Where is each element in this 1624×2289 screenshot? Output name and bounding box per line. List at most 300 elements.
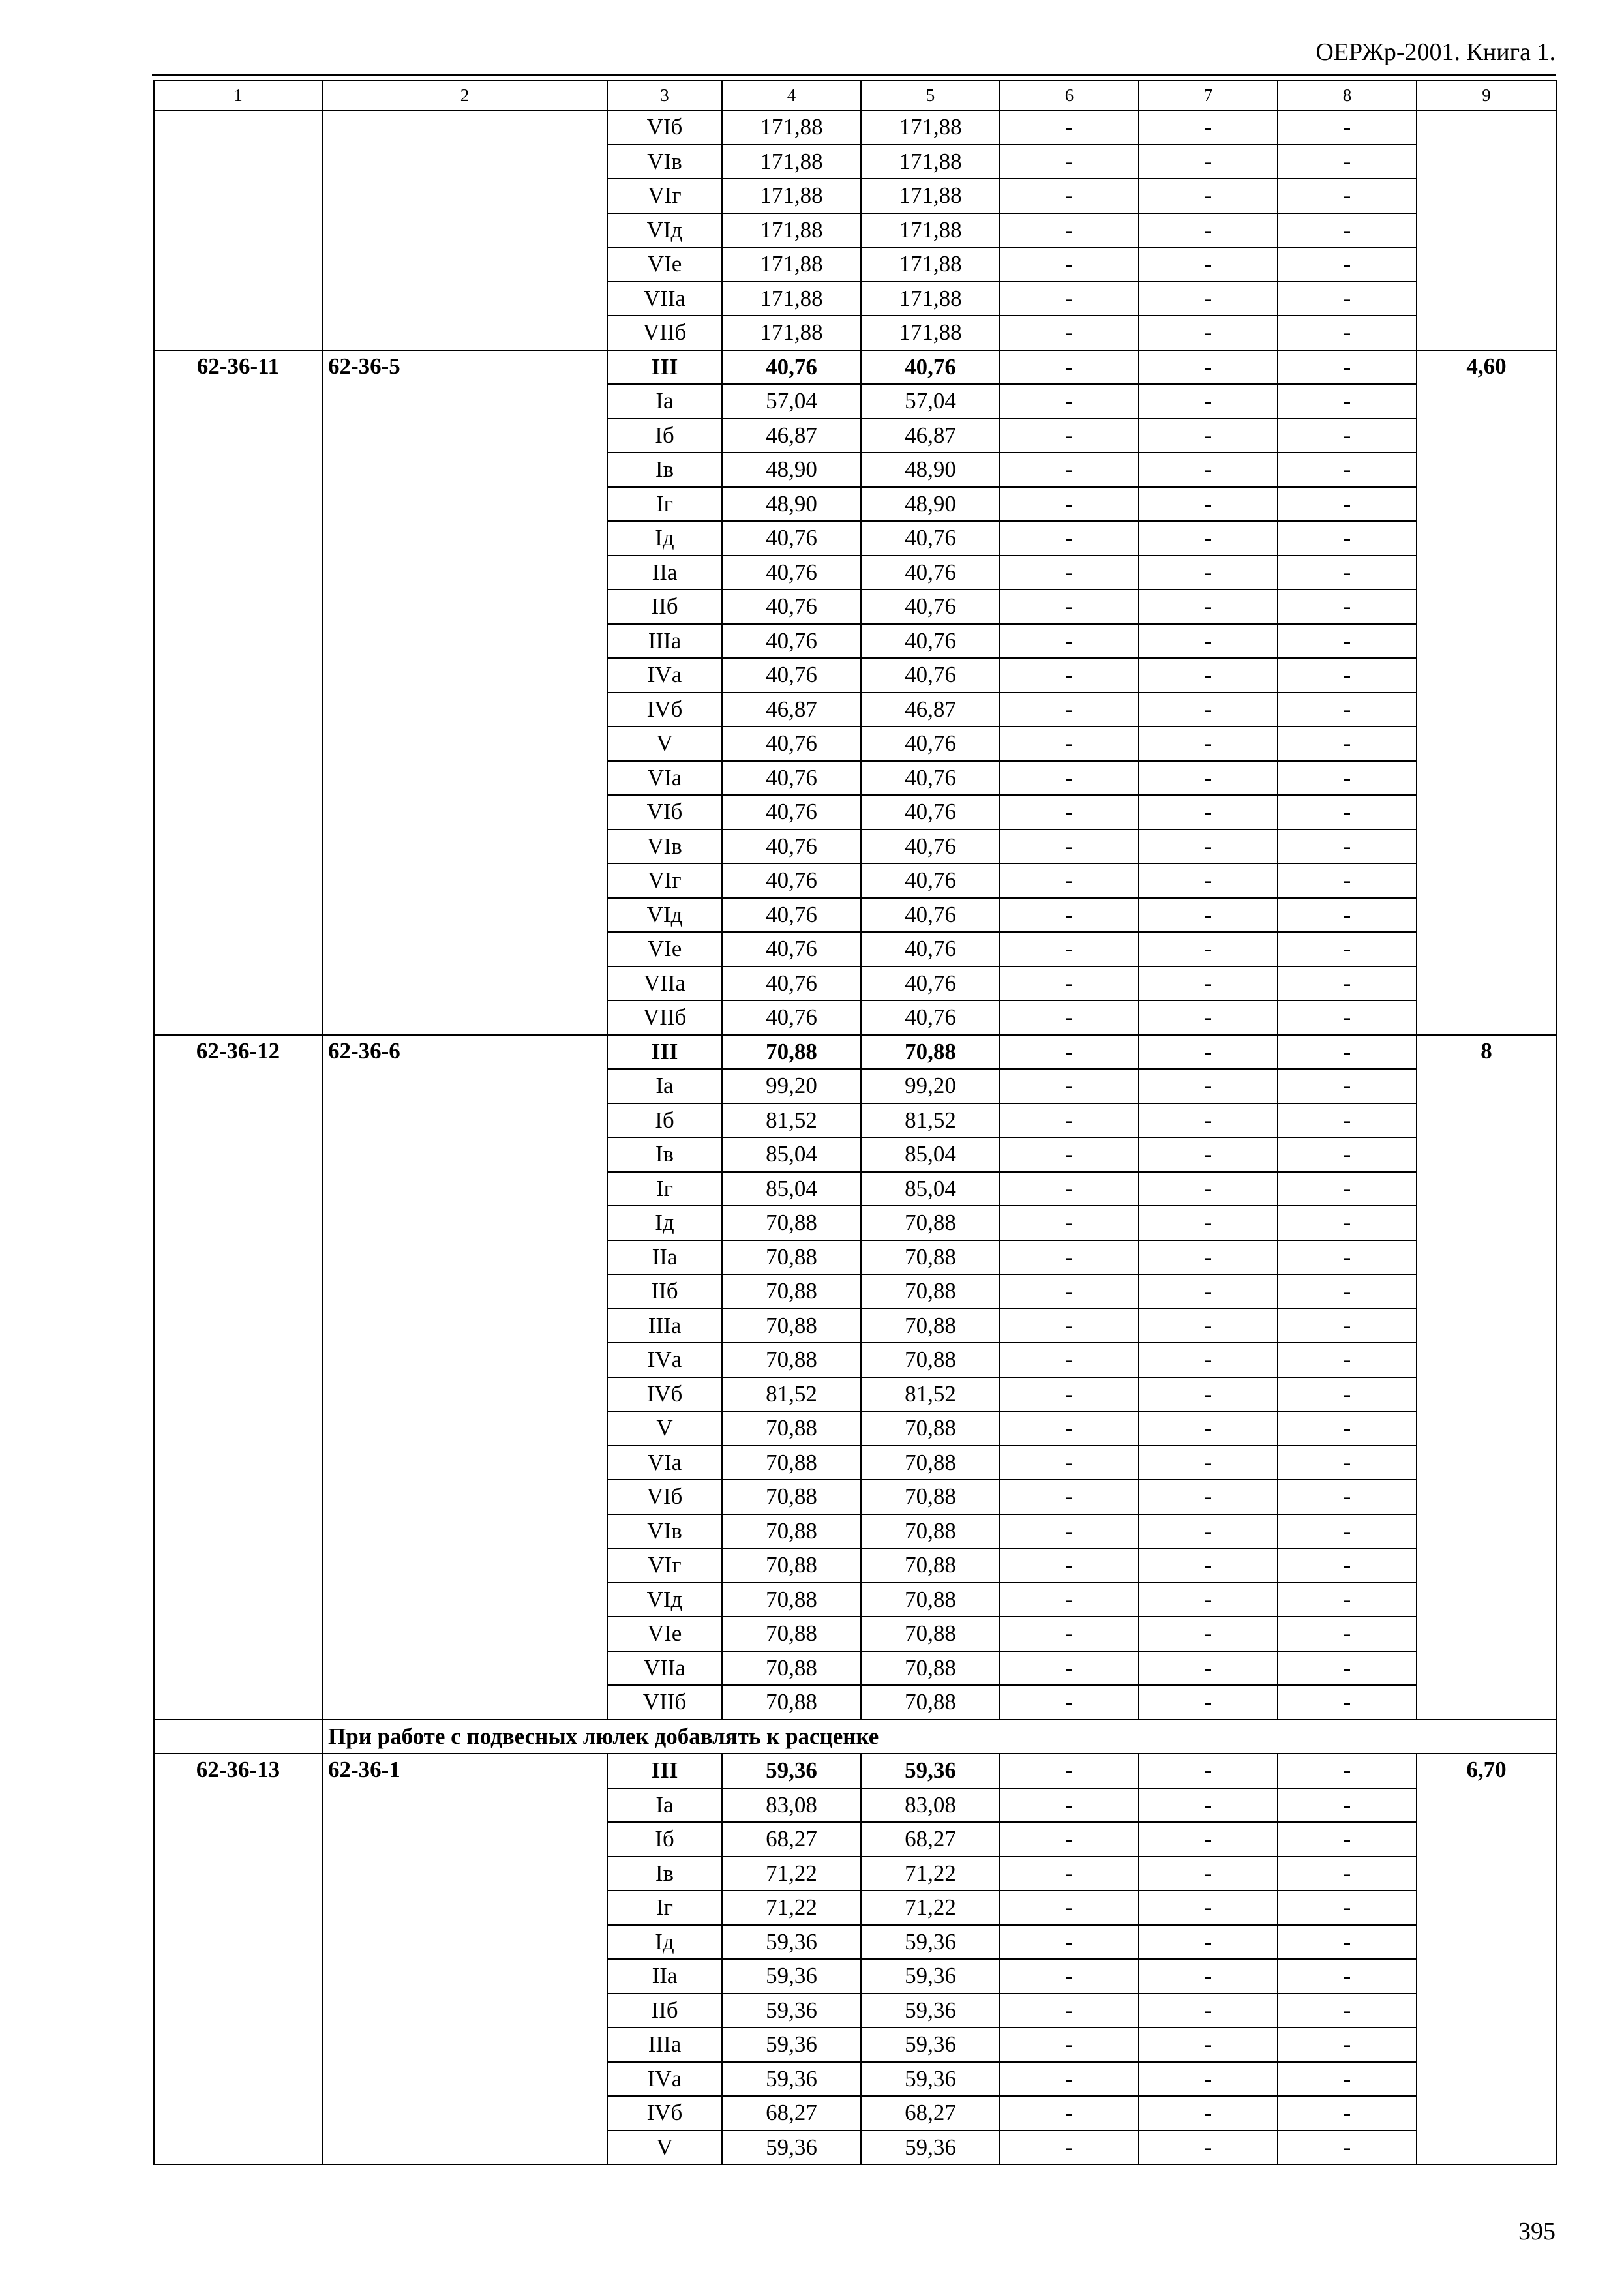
value-col8: -	[1278, 693, 1417, 727]
value-col7: -	[1139, 2131, 1278, 2165]
region-zone: Iа	[607, 1069, 722, 1103]
value-col5: 70,88	[861, 1685, 1000, 1720]
value-col8: -	[1278, 1857, 1417, 1891]
value-col8: -	[1278, 453, 1417, 487]
value-col5: 70,88	[861, 1274, 1000, 1309]
value-col6: -	[1000, 898, 1139, 933]
value-col7: -	[1139, 282, 1278, 316]
value-col7: -	[1139, 521, 1278, 556]
value-col8: -	[1278, 487, 1417, 522]
value-col8: -	[1278, 1651, 1417, 1686]
value-col6: -	[1000, 384, 1139, 419]
value-col4: 171,88	[722, 110, 861, 145]
value-col5: 70,88	[861, 1583, 1000, 1617]
value-col4: 40,76	[722, 932, 861, 966]
value-col6: -	[1000, 110, 1139, 145]
region-zone: III	[607, 1754, 722, 1788]
value-col6: -	[1000, 1172, 1139, 1206]
value-col8: -	[1278, 1548, 1417, 1583]
table-row	[154, 110, 1556, 145]
value-col5: 70,88	[861, 1617, 1000, 1651]
region-zone: Iд	[607, 1206, 722, 1240]
value-col4: 71,22	[722, 1857, 861, 1891]
column-number-row	[154, 80, 1556, 110]
value-col5: 99,20	[861, 1069, 1000, 1103]
value-col8: -	[1278, 213, 1417, 248]
table-body	[154, 80, 1556, 2164]
value-col8: -	[1278, 1754, 1417, 1788]
value-col6: -	[1000, 1274, 1139, 1309]
value-col5: 70,88	[861, 1514, 1000, 1549]
value-col4: 40,76	[722, 761, 861, 796]
value-col4: 40,76	[722, 795, 861, 830]
region-zone: IIа	[607, 556, 722, 590]
value-col4: 48,90	[722, 487, 861, 522]
value-col6: -	[1000, 1617, 1139, 1651]
value-col8: -	[1278, 179, 1417, 213]
region-zone: VIд	[607, 898, 722, 933]
value-col6: -	[1000, 179, 1139, 213]
value-col6: -	[1000, 966, 1139, 1001]
region-zone: IIIа	[607, 2027, 722, 2062]
rate-code: 62-36-11	[154, 350, 322, 1035]
value-col5: 40,76	[861, 350, 1000, 385]
value-col6: -	[1000, 1343, 1139, 1377]
region-zone: VIб	[607, 1480, 722, 1514]
value-col8: -	[1278, 145, 1417, 179]
value-col7: -	[1139, 1274, 1278, 1309]
value-col6: -	[1000, 1000, 1139, 1035]
value-col6: -	[1000, 795, 1139, 830]
region-zone: IIа	[607, 1240, 722, 1275]
value-col5: 70,88	[861, 1548, 1000, 1583]
value-col6: -	[1000, 2131, 1139, 2165]
region-zone: VIа	[607, 761, 722, 796]
value-col7: -	[1139, 1583, 1278, 1617]
value-col7: -	[1139, 1754, 1278, 1788]
value-col5: 171,88	[861, 179, 1000, 213]
region-zone: VIIб	[607, 1000, 722, 1035]
region-zone: VIв	[607, 830, 722, 864]
value-col4: 70,88	[722, 1583, 861, 1617]
value-col7: -	[1139, 932, 1278, 966]
value-col8: -	[1278, 556, 1417, 590]
value-col5: 40,76	[861, 898, 1000, 933]
value-col4: 171,88	[722, 247, 861, 282]
value-col7: -	[1139, 1206, 1278, 1240]
region-zone: IIа	[607, 1959, 722, 1994]
reference-code: 62-36-6	[322, 1035, 607, 1720]
value-col7: -	[1139, 1651, 1278, 1686]
value-col5: 70,88	[861, 1240, 1000, 1275]
value-col6: -	[1000, 761, 1139, 796]
page-header: ОЕРЖр-2001. Книга 1.	[1316, 38, 1556, 66]
value-col4: 40,76	[722, 590, 861, 624]
value-col7: -	[1139, 1309, 1278, 1343]
value-col4: 40,76	[722, 556, 861, 590]
value-col7: -	[1139, 350, 1278, 385]
region-zone: VIг	[607, 863, 722, 898]
value-col5: 68,27	[861, 2096, 1000, 2131]
value-col7: -	[1139, 453, 1278, 487]
value-col5: 59,36	[861, 2062, 1000, 2097]
value-col7: -	[1139, 1925, 1278, 1960]
value-col7: -	[1139, 1617, 1278, 1651]
value-col6: -	[1000, 1994, 1139, 2028]
value-col5: 40,76	[861, 590, 1000, 624]
region-zone: III	[607, 1035, 722, 1070]
value-col8: -	[1278, 1685, 1417, 1720]
region-zone: V	[607, 2131, 722, 2165]
value-col8: -	[1278, 1069, 1417, 1103]
value-col8: -	[1278, 1172, 1417, 1206]
value-col5: 40,76	[861, 863, 1000, 898]
region-zone: Iд	[607, 521, 722, 556]
value-col5: 46,87	[861, 419, 1000, 453]
region-zone: VIб	[607, 110, 722, 145]
value-col4: 48,90	[722, 453, 861, 487]
value-col4: 171,88	[722, 145, 861, 179]
value-col4: 85,04	[722, 1172, 861, 1206]
value-col4: 57,04	[722, 384, 861, 419]
value-col8: -	[1278, 2062, 1417, 2097]
column-number: 8	[1278, 80, 1417, 110]
reference-code: 62-36-5	[322, 350, 607, 1035]
value-col7: -	[1139, 1240, 1278, 1275]
value-col7: -	[1139, 1891, 1278, 1925]
value-col7: -	[1139, 590, 1278, 624]
value-col8: -	[1278, 1480, 1417, 1514]
value-col8: -	[1278, 624, 1417, 659]
region-zone: IIб	[607, 590, 722, 624]
value-col4: 40,76	[722, 1000, 861, 1035]
value-col5: 70,88	[861, 1206, 1000, 1240]
region-zone: VIб	[607, 795, 722, 830]
region-zone: IVа	[607, 2062, 722, 2097]
value-col6: -	[1000, 419, 1139, 453]
rate-code	[154, 110, 322, 350]
value-col7: -	[1139, 1069, 1278, 1103]
value-col8: -	[1278, 1309, 1417, 1343]
value-col8: -	[1278, 2096, 1417, 2131]
column-number: 6	[1000, 80, 1139, 110]
value-col4: 68,27	[722, 1822, 861, 1857]
value-col6: -	[1000, 521, 1139, 556]
value-col8: -	[1278, 898, 1417, 933]
value-col8: -	[1278, 316, 1417, 350]
value-col8: -	[1278, 282, 1417, 316]
value-col6: -	[1000, 624, 1139, 659]
region-zone: Iа	[607, 384, 722, 419]
value-col7: -	[1139, 1788, 1278, 1823]
value-col5: 85,04	[861, 1172, 1000, 1206]
note-row	[154, 1720, 1556, 1754]
region-zone: Iб	[607, 1103, 722, 1138]
value-col5: 40,76	[861, 1000, 1000, 1035]
value-col8: -	[1278, 1206, 1417, 1240]
region-zone: Iб	[607, 1822, 722, 1857]
table-row	[154, 1035, 1556, 1070]
value-col8: -	[1278, 795, 1417, 830]
value-col4: 59,36	[722, 2131, 861, 2165]
value-col5: 81,52	[861, 1377, 1000, 1412]
value-col7: -	[1139, 1994, 1278, 2028]
value-col4: 40,76	[722, 830, 861, 864]
value-col7: -	[1139, 1548, 1278, 1583]
value-col5: 70,88	[861, 1480, 1000, 1514]
value-col7: -	[1139, 1857, 1278, 1891]
value-col6: -	[1000, 1035, 1139, 1070]
value-col6: -	[1000, 658, 1139, 693]
value-col5: 171,88	[861, 145, 1000, 179]
value-col7: -	[1139, 1000, 1278, 1035]
value-col7: -	[1139, 556, 1278, 590]
value-col7: -	[1139, 966, 1278, 1001]
rates-table	[153, 80, 1557, 2165]
value-col6: -	[1000, 247, 1139, 282]
value-col9: 4,60	[1417, 350, 1556, 1035]
value-col6: -	[1000, 693, 1139, 727]
value-col4: 46,87	[722, 693, 861, 727]
value-col6: -	[1000, 1103, 1139, 1138]
value-col8: -	[1278, 932, 1417, 966]
region-zone: Iв	[607, 453, 722, 487]
region-zone: Iг	[607, 1891, 722, 1925]
region-zone: IVа	[607, 658, 722, 693]
region-zone: VIIб	[607, 1685, 722, 1720]
value-col7: -	[1139, 1685, 1278, 1720]
region-zone: VIе	[607, 932, 722, 966]
value-col5: 70,88	[861, 1446, 1000, 1480]
value-col4: 70,88	[722, 1206, 861, 1240]
value-col6: -	[1000, 1206, 1139, 1240]
region-zone: IIб	[607, 1994, 722, 2028]
value-col9: 6,70	[1417, 1754, 1556, 2164]
value-col6: -	[1000, 1685, 1139, 1720]
value-col5: 68,27	[861, 1822, 1000, 1857]
value-col8: -	[1278, 110, 1417, 145]
region-zone: Iа	[607, 1788, 722, 1823]
value-col8: -	[1278, 1788, 1417, 1823]
value-col8: -	[1278, 1446, 1417, 1480]
region-zone: Iв	[607, 1857, 722, 1891]
value-col7: -	[1139, 419, 1278, 453]
value-col6: -	[1000, 590, 1139, 624]
region-zone: VIIа	[607, 1651, 722, 1686]
region-zone: V	[607, 726, 722, 761]
value-col4: 70,88	[722, 1548, 861, 1583]
value-col6: -	[1000, 213, 1139, 248]
value-col6: -	[1000, 1925, 1139, 1960]
reference-code: 62-36-1	[322, 1754, 607, 2164]
column-number: 9	[1417, 80, 1556, 110]
value-col4: 70,88	[722, 1343, 861, 1377]
region-zone: VIг	[607, 179, 722, 213]
region-zone: VIв	[607, 1514, 722, 1549]
region-zone: Iд	[607, 1925, 722, 1960]
value-col4: 171,88	[722, 316, 861, 350]
region-zone: VIв	[607, 145, 722, 179]
value-col9: 8	[1417, 1035, 1556, 1720]
value-col8: -	[1278, 726, 1417, 761]
value-col6: -	[1000, 1446, 1139, 1480]
value-col6: -	[1000, 1240, 1139, 1275]
value-col4: 40,76	[722, 863, 861, 898]
value-col6: -	[1000, 2062, 1139, 2097]
value-col8: -	[1278, 1377, 1417, 1412]
value-col8: -	[1278, 830, 1417, 864]
value-col6: -	[1000, 830, 1139, 864]
value-col7: -	[1139, 1343, 1278, 1377]
value-col6: -	[1000, 1480, 1139, 1514]
value-col8: -	[1278, 384, 1417, 419]
value-col6: -	[1000, 1583, 1139, 1617]
value-col6: -	[1000, 1069, 1139, 1103]
value-col5: 40,76	[861, 932, 1000, 966]
value-col4: 40,76	[722, 658, 861, 693]
value-col6: -	[1000, 556, 1139, 590]
value-col4: 70,88	[722, 1651, 861, 1686]
value-col4: 70,88	[722, 1617, 861, 1651]
value-col5: 59,36	[861, 2131, 1000, 2165]
note-text: При работе с подвесных люлек добавлять к расценке	[322, 1720, 1556, 1754]
region-zone: VIд	[607, 213, 722, 248]
value-col4: 70,88	[722, 1480, 861, 1514]
value-col5: 59,36	[861, 1994, 1000, 2028]
value-col5: 70,88	[861, 1309, 1000, 1343]
value-col7: -	[1139, 658, 1278, 693]
region-zone: IVа	[607, 1343, 722, 1377]
value-col4: 70,88	[722, 1446, 861, 1480]
region-zone: III	[607, 350, 722, 385]
value-col6: -	[1000, 726, 1139, 761]
value-col7: -	[1139, 1480, 1278, 1514]
value-col8: -	[1278, 1617, 1417, 1651]
value-col8: -	[1278, 590, 1417, 624]
value-col6: -	[1000, 1857, 1139, 1891]
value-col6: -	[1000, 350, 1139, 385]
column-number: 4	[722, 80, 861, 110]
value-col4: 40,76	[722, 726, 861, 761]
value-col7: -	[1139, 487, 1278, 522]
value-col8: -	[1278, 761, 1417, 796]
value-col7: -	[1139, 863, 1278, 898]
value-col8: -	[1278, 1274, 1417, 1309]
value-col7: -	[1139, 726, 1278, 761]
value-col7: -	[1139, 316, 1278, 350]
value-col5: 40,76	[861, 761, 1000, 796]
value-col5: 171,88	[861, 213, 1000, 248]
value-col4: 81,52	[722, 1377, 861, 1412]
value-col6: -	[1000, 1411, 1139, 1446]
value-col8: -	[1278, 1411, 1417, 1446]
value-col6: -	[1000, 282, 1139, 316]
value-col4: 70,88	[722, 1309, 861, 1343]
value-col7: -	[1139, 179, 1278, 213]
value-col4: 59,36	[722, 1959, 861, 1994]
value-col4: 83,08	[722, 1788, 861, 1823]
region-zone: Iв	[607, 1137, 722, 1172]
region-zone: VIIб	[607, 316, 722, 350]
value-col8: -	[1278, 2027, 1417, 2062]
value-col6: -	[1000, 2096, 1139, 2131]
value-col8: -	[1278, 419, 1417, 453]
value-col4: 59,36	[722, 2062, 861, 2097]
value-col6: -	[1000, 2027, 1139, 2062]
value-col6: -	[1000, 1377, 1139, 1412]
region-zone: IVб	[607, 1377, 722, 1412]
value-col6: -	[1000, 1651, 1139, 1686]
value-col5: 40,76	[861, 830, 1000, 864]
region-zone: IIIа	[607, 624, 722, 659]
value-col4: 171,88	[722, 213, 861, 248]
value-col7: -	[1139, 1377, 1278, 1412]
value-col5: 40,76	[861, 624, 1000, 659]
reference-code	[322, 110, 607, 350]
value-col4: 85,04	[722, 1137, 861, 1172]
value-col5: 171,88	[861, 282, 1000, 316]
region-zone: Iг	[607, 1172, 722, 1206]
value-col8: -	[1278, 2131, 1417, 2165]
value-col8: -	[1278, 247, 1417, 282]
region-zone: VIIа	[607, 966, 722, 1001]
value-col4: 71,22	[722, 1891, 861, 1925]
value-col4: 59,36	[722, 2027, 861, 2062]
value-col4: 70,88	[722, 1514, 861, 1549]
value-col4: 40,76	[722, 966, 861, 1001]
value-col7: -	[1139, 830, 1278, 864]
value-col7: -	[1139, 1822, 1278, 1857]
value-col8: -	[1278, 1103, 1417, 1138]
region-zone: IIIа	[607, 1309, 722, 1343]
value-col8: -	[1278, 966, 1417, 1001]
value-col7: -	[1139, 1035, 1278, 1070]
value-col7: -	[1139, 898, 1278, 933]
value-col5: 57,04	[861, 384, 1000, 419]
region-zone: VIIа	[607, 282, 722, 316]
value-col6: -	[1000, 863, 1139, 898]
value-col7: -	[1139, 2027, 1278, 2062]
value-col7: -	[1139, 213, 1278, 248]
value-col8: -	[1278, 658, 1417, 693]
value-col5: 48,90	[861, 453, 1000, 487]
region-zone: VIд	[607, 1583, 722, 1617]
value-col8: -	[1278, 1583, 1417, 1617]
value-col8: -	[1278, 1994, 1417, 2028]
value-col4: 40,76	[722, 521, 861, 556]
region-zone: IVб	[607, 2096, 722, 2131]
value-col6: -	[1000, 145, 1139, 179]
value-col6: -	[1000, 1309, 1139, 1343]
value-col4: 59,36	[722, 1754, 861, 1788]
value-col6: -	[1000, 316, 1139, 350]
value-col4: 70,88	[722, 1685, 861, 1720]
region-zone: Iг	[607, 487, 722, 522]
value-col7: -	[1139, 1514, 1278, 1549]
column-number: 2	[322, 80, 607, 110]
value-col7: -	[1139, 247, 1278, 282]
value-col6: -	[1000, 1754, 1139, 1788]
value-col4: 171,88	[722, 179, 861, 213]
value-col6: -	[1000, 1514, 1139, 1549]
page-number: 395	[1518, 2218, 1556, 2245]
value-col7: -	[1139, 384, 1278, 419]
value-col4: 46,87	[722, 419, 861, 453]
value-col5: 85,04	[861, 1137, 1000, 1172]
value-col5: 70,88	[861, 1651, 1000, 1686]
value-col4: 40,76	[722, 898, 861, 933]
table-row	[154, 1754, 1556, 1788]
